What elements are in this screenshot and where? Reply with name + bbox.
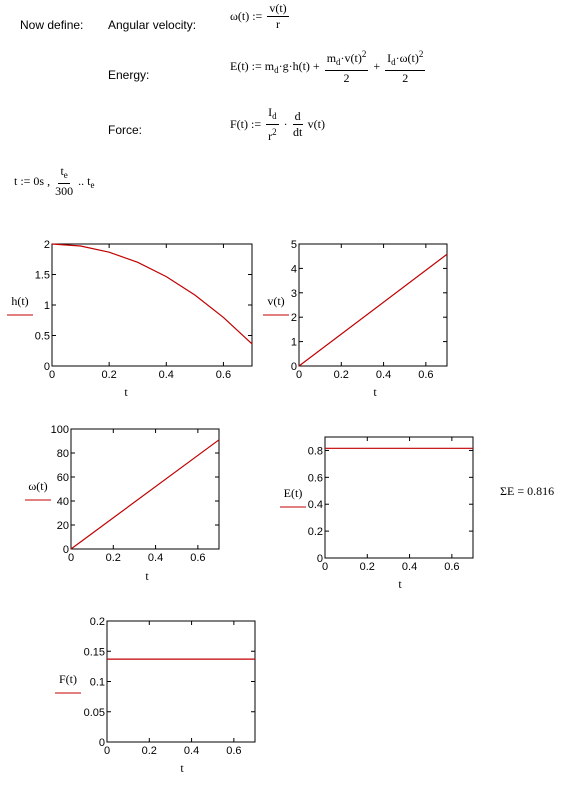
y-tick-label: 0 — [290, 361, 297, 373]
range-step-t: t — [60, 164, 64, 178]
range-end-sub: e — [90, 179, 95, 190]
y-tick-label: 3 — [290, 287, 297, 300]
omega-numerator: v(t) — [269, 1, 287, 15]
x-tick-label: 0 — [48, 369, 56, 381]
energy-kinetic-denominator: 2 — [343, 71, 350, 85]
energy-rotational-I: I — [387, 51, 392, 65]
y-tick-label: 0.1 — [89, 676, 105, 689]
x-tick-label: 0.4 — [401, 561, 418, 573]
x-tick-label: 0.2 — [141, 745, 157, 757]
energy-sum-result: ΣE = 0.816 — [500, 484, 555, 498]
y-axis-label: F(t) — [59, 672, 77, 686]
x-tick-label: 0.2 — [333, 369, 349, 381]
y-tick-label: 0.2 — [307, 526, 323, 539]
y-tick-label: 0.8 — [307, 445, 323, 458]
y-tick-label: 2 — [43, 239, 50, 251]
x-tick-label: 0 — [67, 552, 75, 564]
x-tick-label: 0.2 — [101, 369, 117, 381]
x-tick-label: 0.6 — [190, 552, 206, 564]
x-axis-label: t — [145, 569, 149, 583]
force-derivative-dt: dt — [292, 125, 303, 139]
range-step-sub: e — [63, 170, 68, 180]
force-I: I — [268, 105, 273, 119]
intro-label: Now define: — [20, 18, 84, 32]
y-tick-label: 20 — [56, 520, 69, 532]
x-tick-label: 0.4 — [183, 745, 200, 757]
y-tick-label: 0 — [62, 544, 69, 556]
force-label: Force: — [108, 123, 143, 137]
energy-term1-rest: ·g·h(t) + — [278, 58, 320, 73]
energy-rotational-denominator: 2 — [402, 71, 409, 85]
F-plot-frame — [107, 621, 255, 742]
y-tick-label: 40 — [56, 496, 69, 508]
x-tick-label: 0.4 — [158, 369, 174, 381]
y-tick-label: 60 — [56, 472, 69, 484]
force-lhs: F(t) := — [230, 117, 262, 131]
y-tick-label: 1.5 — [34, 269, 50, 282]
energy-m-sub: d — [274, 64, 279, 75]
y-tick-label: 1 — [290, 336, 297, 349]
y-tick-label: 5 — [290, 239, 297, 251]
energy-kinetic-v: ·v(t) — [340, 51, 362, 65]
y-tick-label: 2 — [290, 312, 297, 325]
y-axis-label: E(t) — [283, 486, 303, 500]
force-v: v(t) — [307, 117, 325, 131]
x-tick-label: 0.4 — [147, 552, 164, 564]
energy-m: m — [264, 58, 275, 73]
y-tick-label: 0 — [98, 737, 105, 749]
x-axis-label: t — [180, 761, 184, 775]
omega-lhs: ω(t) := — [230, 9, 263, 23]
x-tick-label: 0 — [321, 561, 329, 573]
x-tick-label: 0.2 — [359, 561, 375, 573]
energy-rotational-I-sub: d — [391, 57, 396, 67]
y-tick-label: 0.05 — [83, 706, 105, 719]
force-derivative-d: d — [294, 109, 301, 123]
energy-rotational-sq: 2 — [418, 49, 424, 59]
y-tick-label: 0.5 — [34, 330, 50, 343]
x-tick-label: 0 — [103, 745, 111, 757]
x-axis-label: t — [124, 385, 128, 399]
y-tick-label: 100 — [50, 424, 69, 436]
energy-plus: + — [373, 59, 381, 73]
x-axis-label: t — [373, 385, 377, 399]
y-tick-label: 1 — [43, 300, 50, 312]
energy-kinetic-sq: 2 — [361, 49, 367, 59]
energy-kinetic-m-sub: d — [336, 57, 341, 67]
energy-label: Energy: — [108, 68, 150, 82]
range-dots: .. t — [78, 173, 91, 188]
y-tick-label: 0.6 — [307, 472, 323, 485]
force-r-sup: 2 — [272, 127, 277, 137]
energy-rotational-omega: ·ω(t) — [395, 51, 419, 65]
y-tick-label: 80 — [56, 448, 69, 460]
y-tick-label: 0.2 — [89, 616, 105, 628]
x-tick-label: 0.6 — [444, 561, 460, 573]
y-tick-label: 4 — [290, 263, 297, 276]
y-tick-label: 0 — [43, 361, 50, 373]
y-tick-label: 0.4 — [307, 499, 323, 512]
y-tick-label: 0 — [316, 553, 323, 565]
y-axis-label: v(t) — [267, 294, 285, 308]
force-I-sub: d — [272, 111, 277, 121]
y-tick-label: 0.15 — [83, 646, 105, 659]
force-r: r — [268, 129, 273, 143]
y-axis-label: h(t) — [11, 294, 29, 308]
range-lhs: t := 0s , — [14, 174, 51, 188]
force-dot: · — [283, 117, 288, 131]
x-tick-label: 0.6 — [215, 369, 232, 381]
energy-kinetic-m: m — [326, 51, 337, 65]
x-tick-label: 0.4 — [375, 369, 392, 381]
omega-denominator: r — [275, 17, 280, 31]
energy-lhs: E(t) := — [230, 59, 262, 73]
x-tick-label: 0.2 — [105, 552, 121, 564]
range-step-denominator: 300 — [55, 184, 74, 198]
angular-velocity-label: Angular velocity: — [108, 18, 197, 32]
x-tick-label: 0 — [295, 369, 303, 381]
x-axis-label: t — [398, 577, 402, 591]
y-axis-label: ω(t) — [28, 479, 48, 493]
x-tick-label: 0.6 — [418, 369, 434, 381]
x-tick-label: 0.6 — [226, 745, 242, 757]
